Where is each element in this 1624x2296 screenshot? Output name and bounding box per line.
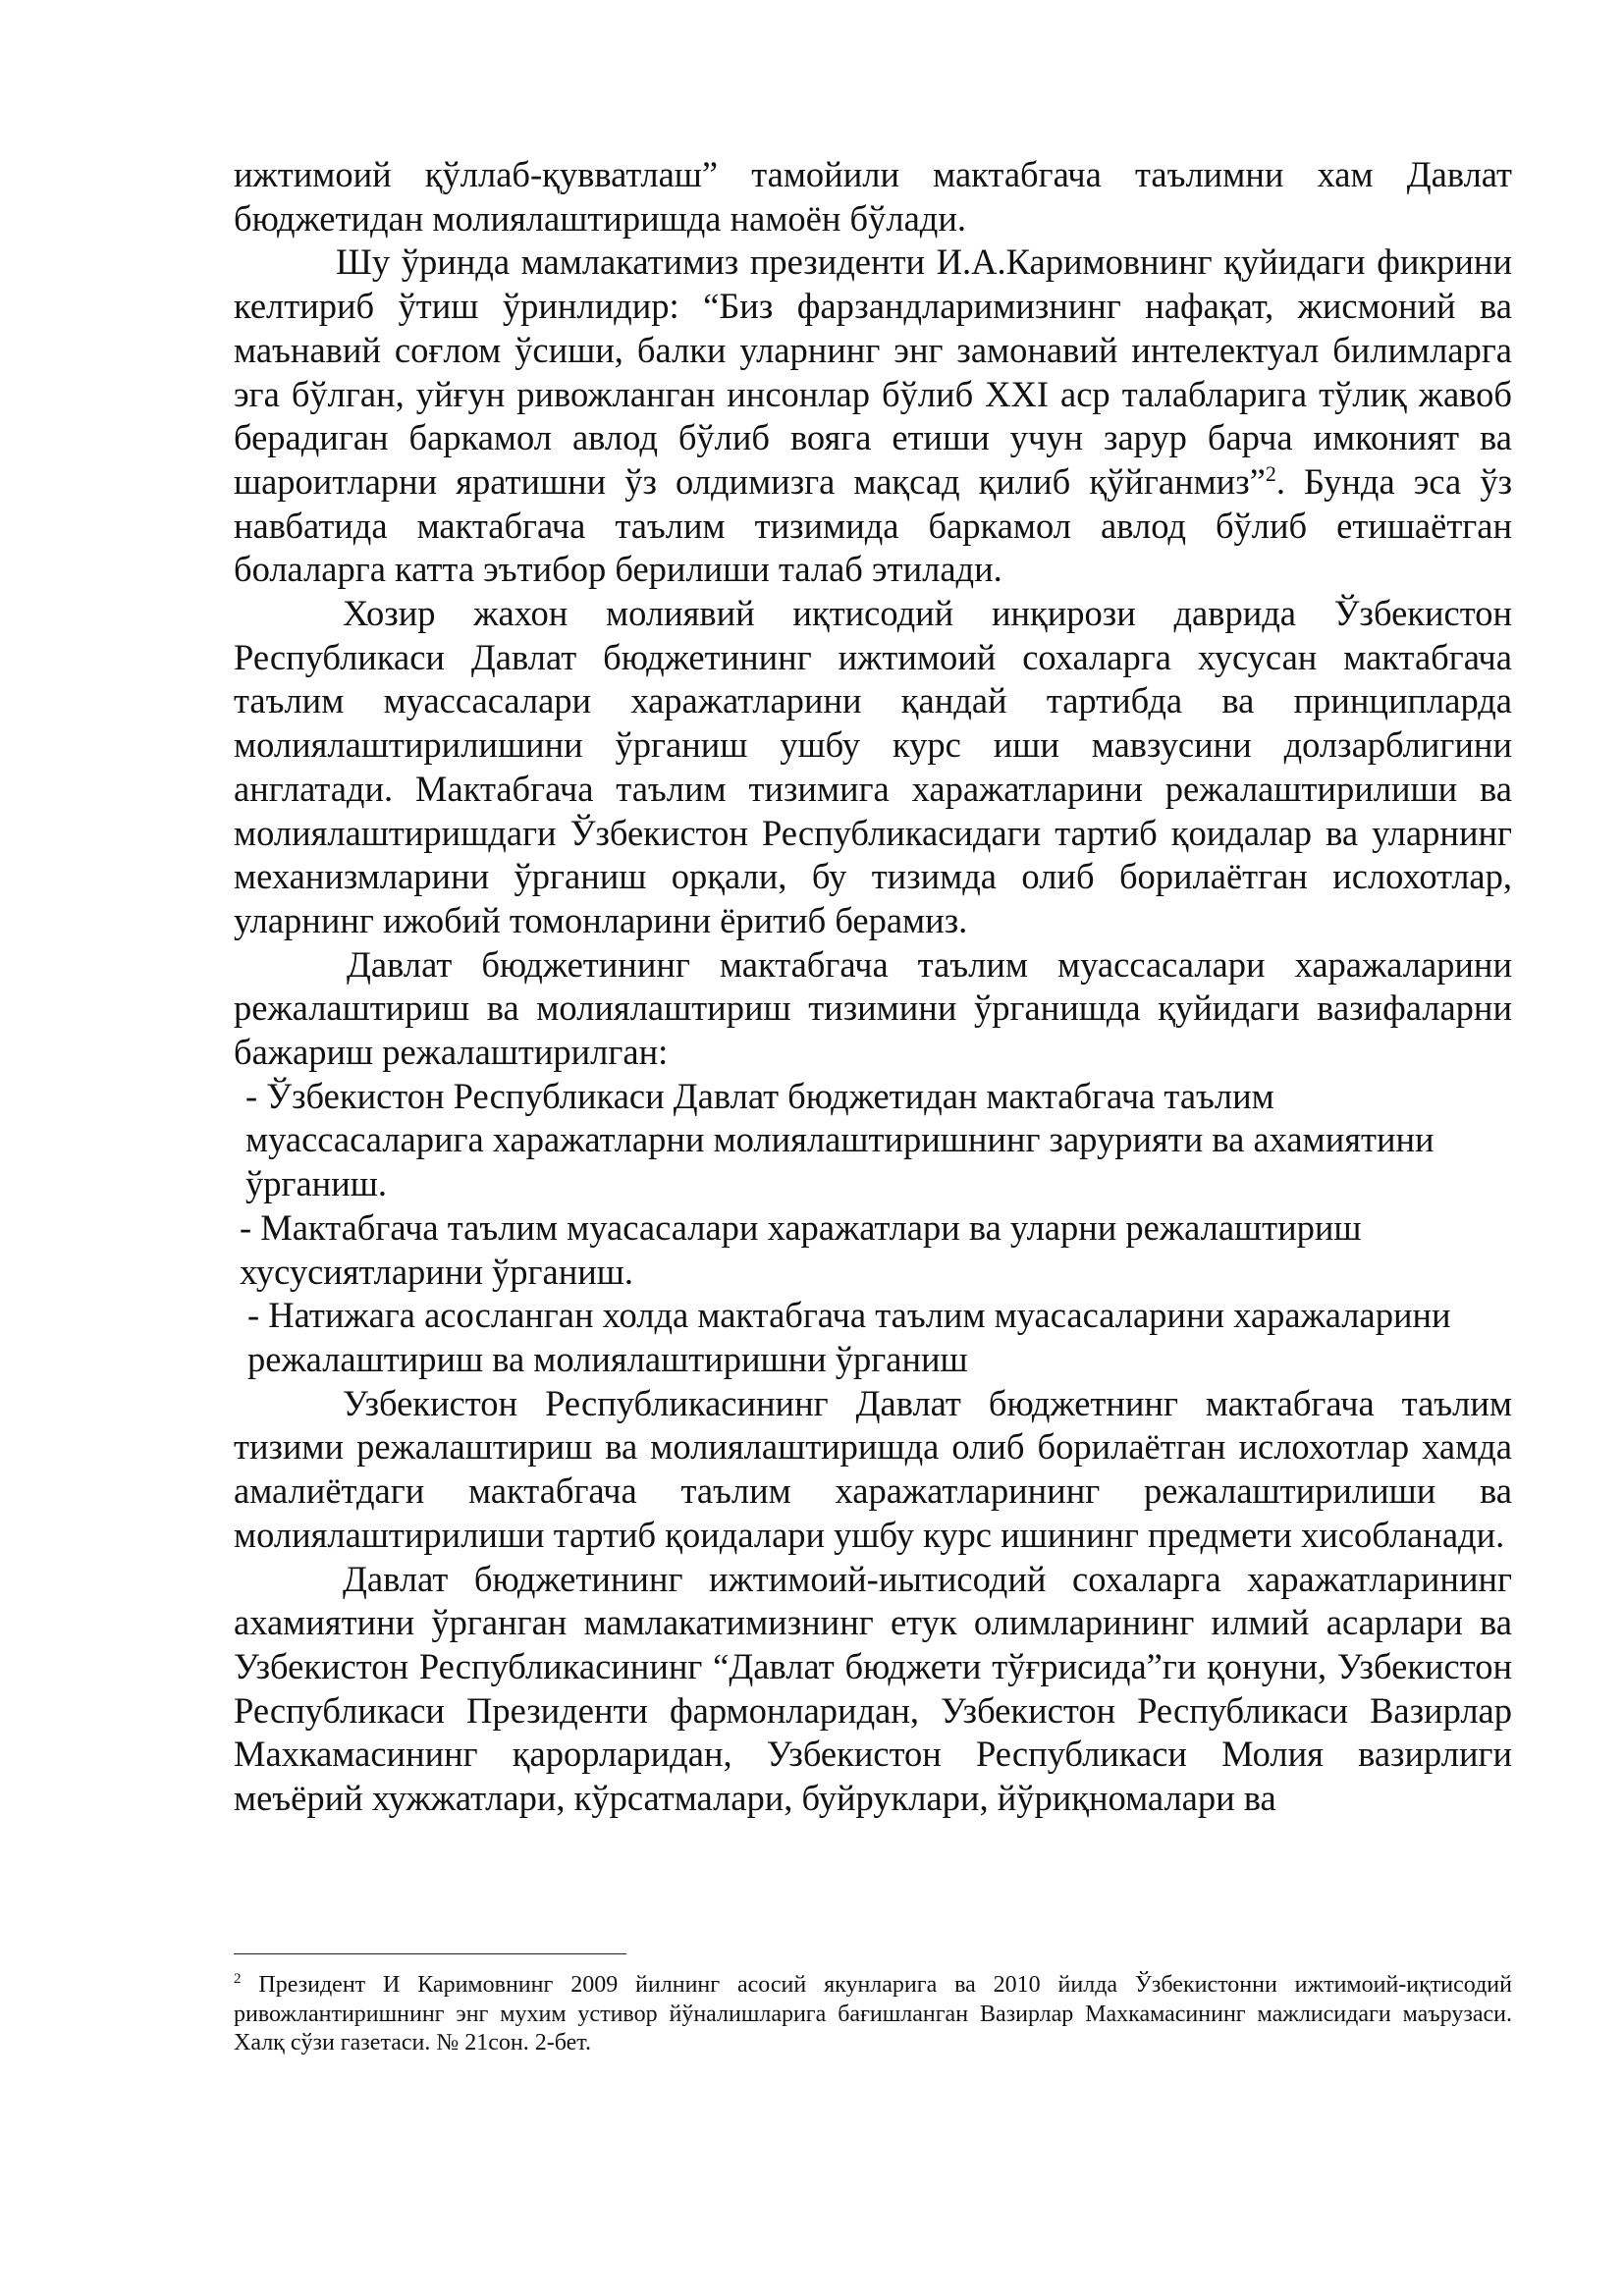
footnote-text: Президент И Каримовнинг 2009 йилнинг асосий якунларига ва 2010 йилда Ўзбекистонни ижтимоий-иқтисодий ривожлантиришнинг энг мухим устивор йўналишларига бағишланган Вазирлар Махкамасининг мажлисидаги маърузаси. Халқ сўзи газетаси. № 21сон. 2-бет. bbox=[234, 1972, 1512, 2056]
footnote-divider bbox=[234, 1953, 626, 1954]
paragraph-relevance: Хозир жахон молиявий иқтисодий инқирози даврида Ўзбекистон Республикаси Давлат бюджетининг ижтимоий сохаларга хусусан мактабгача таълим муассасалари харажатларини қандай тартибда ва принципларда молиялаштирилишини ўрганиш ушбу курс иши мавзусини долзарблигини англатади. Мактабгача таълим тизимига харажатларини режалаштирилиши ва молиялаштиришдаги Ўзбекистон Республикасидаги тартиб қоидалар ва уларнинг механизмларини ўрганиш орқали, бу тизимда олиб борилаётган ислохотлар, уларнинг ижобий томонларини ёритиб берамиз. bbox=[234, 593, 1512, 940]
quote-followup: . Бунда эса ўз навбатида мактабгача таълим тизимида баркамол авлод бўлиб етишаётган болаларга катта эътибор берилиши талаб этилади. bbox=[234, 460, 1512, 590]
paragraph-subject: Узбекистон Республикасининг Давлат бюджетнинг мактабгача таълим тизими режалаштириш ва молиялаштиришда олиб борилаётган ислохотлар хамда амалиётдаги мактабгача таълим харажатларининг режалаштирилиши ва молиялаштирилиши тартиб қоидалари ушбу курс ишининг предмети хисобланади. bbox=[234, 1382, 1512, 1555]
task-item-2: - Мактабгача таълим муасасалари харажатлари ва уларни режалаштириш хусусиятларини ўрганиш. bbox=[240, 1206, 1362, 1292]
paragraph-sources: Давлат бюджетининг ижтимоий-иытисодий сохаларга харажатларининг ахамиятини ўрганган мамлакатимизнинг етук олимларининг илмий асарлари ва Узбекистон Республикасининг “Давлат бюджети тўғрисида”ги қонуни, Узбекистон Республикаси Президенти фармонларидан, Узбекистон Республикаси Вазирлар Махкамасининг қарорларидан, Узбекистон Республикаси Молия вазирлиги меъёрий хужжатлари, кўрсатмалари, буйруклари, йўриқномалари ва bbox=[234, 1558, 1512, 1819]
footnote bbox=[234, 1971, 1512, 2058]
footnote-number: 2 bbox=[234, 1971, 242, 1987]
footnote-ref: 2 bbox=[1265, 460, 1276, 486]
body-text bbox=[234, 153, 1512, 1821]
paragraph-tasks-intro: Давлат бюджетининг мактабгача таълим муассасалари харажаларини режалаштириш ва молиялаштириш тизимини ўрганишда қуйидаги вазифаларни бажариш режалаштирилган: bbox=[234, 943, 1512, 1073]
paragraph-quote bbox=[234, 240, 1512, 592]
task-item-1: - Ўзбекистон Республикаси Давлат бюджетидан мактабгача таълим муассасаларига харажатларни молиялаштиришнинг зарурияти ва ахамиятини ўрганиш. bbox=[245, 1075, 1435, 1204]
quote-text: Шу ўринда мамлакатимиз президенти И.А.Каримовнинг қуйидаги фикрини келтириб ўтиш ўринлидир: “Биз фарзандларимизнинг нафақат, жисмоний ва маънавий соғлом ўсиши, балки уларнинг энг замонавий интелектуал билимларга эга бўлган, уйғун ривожланган инсонлар бўлиб XXI аср талабларига тўлиқ жавоб берадиган баркамол авлод бўлиб вояга етиши учун зарур барча имконият ва шароитларни яратишни ўз олдимизга мақсад қилиб қўйганмиз” bbox=[234, 241, 1512, 502]
paragraph-continuation: ижтимоий қўллаб-қувватлаш” тамойили мактабгача таълимни хам Давлат бюджетидан молиялаштиришда намоён бўлади. bbox=[234, 154, 1512, 239]
task-item-3: - Натижага асосланган холда мактабгача таълим муасасаларини харажаларини режалаштириш ва молиялаштиришни ўрганиш bbox=[247, 1295, 1451, 1379]
